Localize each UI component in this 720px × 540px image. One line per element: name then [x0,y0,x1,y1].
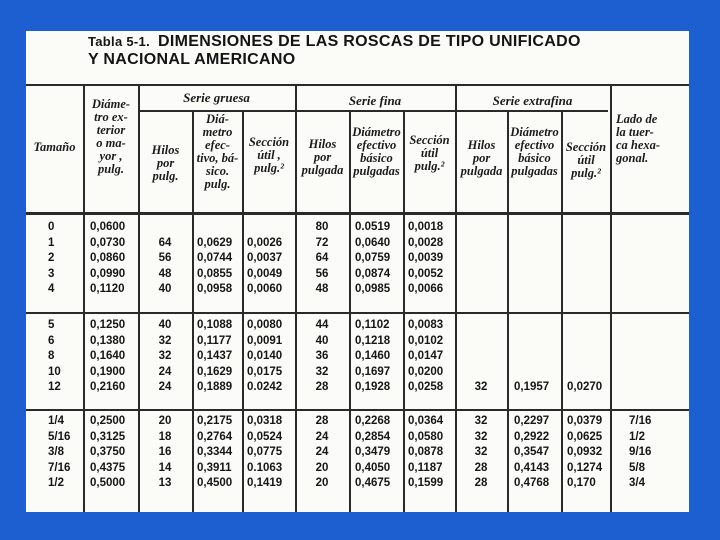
group-header-extrafina: Serie extrafina [492,93,573,108]
table-cell [455,334,507,350]
table-cell: 0,2297 [514,414,550,427]
table-cell: 0,1187 [408,461,443,474]
table-cell: 0,0990 [90,267,126,280]
table-cell: 0,3479 [355,446,391,459]
table-cell [455,220,507,236]
header-hilos-gruesa: Hilos por pulg. [151,143,180,183]
table-cell: 4 [48,283,55,296]
table-cell: 0,170 [567,477,596,490]
table-cell: 0,4143 [514,461,550,474]
column-seccion-extrafina [567,220,610,492]
table-cell: 10 [48,365,61,378]
table-cell: 56 [315,267,329,280]
table-cell: 0,1120 [90,283,125,296]
table-cell [514,334,561,350]
table-cell [629,251,679,267]
table-cell: 0,0629 [197,236,233,249]
table-cell: 3/8 [48,446,64,459]
table-cell: 0,0270 [567,381,603,394]
table-cell: 48 [315,283,329,296]
table-cell: 0,0147 [408,350,444,363]
table-cell [455,236,507,252]
table-cell: 0,1460 [355,350,391,363]
table-cell: 5/8 [629,461,645,474]
table-cell: 0,0066 [408,283,444,296]
column-hilos-fina [295,220,349,492]
header-diametro-gruesa: Diá- metro efec- tivo, bá- sico. pulg. [196,112,239,191]
table-cell: 0,1640 [90,350,126,363]
table-cell [567,365,610,381]
table-cell [567,334,610,350]
table-cell: 0,0018 [408,221,444,233]
table-cell [138,220,192,236]
table-cell: 0,0985 [355,283,391,296]
table-cell: 0,0091 [247,334,283,347]
header-seccion-gruesa: Sección útil , pulg.² [248,135,290,175]
table-cell [514,365,561,381]
table-cell: 24 [158,381,172,394]
table-cell: 0,0026 [247,236,283,249]
table-cell [629,365,679,381]
table-cell: 0,0379 [567,414,603,427]
column-seccion-gruesa [247,220,295,492]
table-cell: 0,4500 [197,477,233,490]
table-cell: 0,0958 [197,283,233,296]
table-cell: 0,2854 [355,430,391,443]
table-cell: 0,0049 [247,267,283,280]
table-cell [567,349,610,365]
title-line-2: Y NACIONAL AMERICANO [88,51,296,68]
table-cell [514,349,561,365]
table-cell: 64 [158,236,172,249]
column-hilos-gruesa [138,220,192,492]
table-cell: 32 [315,365,329,378]
table-cell [567,236,610,252]
table-cell: 0.0242 [247,381,283,394]
table-cell: 56 [158,252,172,265]
table-cell: 12 [48,381,61,394]
table-cell: 80 [315,221,329,233]
table-cell: 32 [474,381,488,394]
table-cell: 0,0524 [247,430,283,443]
table-cell [629,282,679,298]
table-cell: 0,3547 [514,446,550,459]
table-cell: 24 [158,365,172,378]
group-header-gruesa: Serie gruesa [183,90,250,105]
table-cell [455,282,507,298]
table-cell: 0,1250 [90,318,126,331]
table-cell: 3/4 [629,477,645,490]
table-cell: 0,1437 [197,350,233,363]
table-cell: 0,0052 [408,267,444,280]
table-cell: 0,3125 [90,430,126,443]
table-cell: 0,1102 [355,318,390,331]
table-cell: 0,4675 [355,477,391,490]
table-cell: 7/16 [48,461,71,474]
table-cell [455,318,507,334]
header-hilos-fina: Hilos por pulgada [301,137,344,177]
table-cell [455,365,507,381]
table-cell: 0,2922 [514,430,550,443]
table-cell [455,349,507,365]
table-cell: 44 [315,318,329,331]
table-cell: 28 [474,461,488,474]
table-number: Tabla 5-1. [88,34,151,49]
table-cell: 0,0258 [408,381,444,394]
table-cell: 0,0878 [408,446,444,459]
table-cell: 0,0600 [90,221,126,233]
table-cell: 0,0028 [408,236,444,249]
header-seccion-fina: Sección útil pulg.² [409,133,450,173]
table-cell [567,220,610,236]
table-cell: 16 [158,446,172,459]
table-cell: 32 [158,350,172,363]
table-cell: 32 [474,414,488,427]
table-cell: 0,0318 [247,414,283,427]
column-seccion-fina [408,220,455,492]
table-cell: 0,0037 [247,252,283,265]
table-cell: 28 [315,381,329,394]
table-cell: 28 [315,414,329,427]
table-cell [197,220,242,236]
table-cell: 3 [48,267,55,280]
table-cell: 20 [158,414,172,427]
table-cell: 0,0625 [567,430,603,443]
table-cell: 0,0744 [197,252,233,265]
table-cell [629,236,679,252]
table-cell: 0,1419 [247,477,283,490]
table-cell: 36 [315,350,329,363]
table-cell: 0,0060 [247,283,283,296]
column-diametro-exterior [90,220,138,492]
rule-top [26,84,689,86]
table-cell: 5 [48,318,55,331]
column-diametro-fina [355,220,403,492]
header-diametro-exterior: Diáme- tro ex- terior o ma- yor , pulg. [91,97,131,176]
column-diametro-gruesa [197,220,242,492]
table-cell: 40 [158,283,172,296]
table-cell: 0 [48,221,55,233]
header-diametro-extrafina: Diámetro efectivo básico pulgadas [510,125,559,178]
table-cell: 64 [315,252,329,265]
table-cell: 0,2175 [197,414,233,427]
table-cell: 0.1063 [247,461,283,474]
table-cell: 0,1957 [514,381,550,394]
table-cell: 14 [158,461,172,474]
table-cell: 2 [48,252,55,265]
table-cell: 0.0519 [355,221,391,233]
table-cell: 0,1177 [197,334,232,347]
table-cell: 0,4050 [355,461,391,474]
table-cell [514,267,561,283]
table-cell: 0,2268 [355,414,391,427]
table-cell [514,282,561,298]
header-seccion-extrafina: Sección útil pulg.² [565,140,607,180]
group-header-fina: Serie fina [348,93,402,108]
table-cell [514,220,561,236]
table-cell: 0,1697 [355,365,391,378]
table-cell [455,251,507,267]
table-cell: 0,0364 [408,414,444,427]
table-cell: 0,3344 [197,446,233,459]
column-lado-tuerca [629,220,679,492]
table-cell: 0,3911 [197,461,232,474]
table-cell: 32 [474,430,488,443]
table-cell: 0,0102 [408,334,444,347]
table-cell [514,251,561,267]
table-cell [247,220,295,236]
table-cell: 18 [158,430,172,443]
table-cell: 0,2500 [90,414,126,427]
table-cell: 0,0580 [408,430,444,443]
table-cell: 32 [158,334,172,347]
table-cell: 13 [158,477,172,490]
table-cell: 0,0083 [408,318,444,331]
table-cell: 0,0039 [408,252,444,265]
table-cell: 20 [315,477,329,490]
table-cell [514,318,561,334]
table-cell: 48 [158,267,172,280]
table-cell: 0,0140 [247,350,283,363]
table-cell [629,318,679,334]
header-diametro-fina: Diámetro efectivo básico pulgadas [352,125,401,178]
table-cell: 72 [315,236,329,249]
table-cell: 1/2 [48,477,64,490]
table-cell: 0,0775 [247,446,283,459]
table-cell: 0,1629 [197,365,233,378]
table-cell: 40 [158,318,172,331]
table-cell: 0,0080 [247,318,283,331]
table-cell: 0,1274 [567,461,603,474]
table-cell: 0,5000 [90,477,126,490]
table-cell: 0,4375 [90,461,126,474]
table-cell: 24 [315,446,329,459]
table-cell: 0,0200 [408,365,444,378]
column-tamano [48,220,82,492]
table-cell [567,282,610,298]
table-cell: 0,4768 [514,477,550,490]
table-cell: 0,1599 [408,477,444,490]
table-cell [514,236,561,252]
table-cell: 0,1218 [355,334,391,347]
table-cell: 28 [474,477,488,490]
table-cell: 0,1900 [90,365,126,378]
table-title [88,33,678,69]
table-cell: 5/16 [48,430,71,443]
header-lado-tuerca: Lado de la tuer- ca hexa- gonal. [616,112,661,165]
table-cell: 7/16 [629,414,652,427]
table-cell: 0,0860 [90,252,126,265]
table-cell: 24 [315,430,329,443]
table-cell [629,220,679,236]
table-cell: 0,0932 [567,446,603,459]
table-cell: 8 [48,350,55,363]
table-cell: 0,1088 [197,318,233,331]
table-cell: 0,0730 [90,236,126,249]
column-hilos-extrafina [455,220,507,492]
table-cell: 6 [48,334,55,347]
table-cell: 20 [315,461,329,474]
header-tamano: Tamaño [33,140,76,154]
table-cell: 0,1928 [355,381,391,394]
table-cell: 1 [48,236,55,249]
table-cell: 0,1889 [197,381,233,394]
table-cell: 0,0759 [355,252,391,265]
table-cell [629,334,679,350]
table-cell [567,318,610,334]
table-cell: 1/2 [629,430,645,443]
title-line-1: DIMENSIONES DE LAS ROSCAS DE TIPO UNIFICADO [158,33,581,50]
table-cell [567,251,610,267]
column-diametro-extrafina [514,220,561,492]
table-cell [629,267,679,283]
table-cell: 0,3750 [90,446,126,459]
table-cell: 0,2764 [197,430,233,443]
table-cell: 0,2160 [90,381,126,394]
table-cell [629,349,679,365]
table-cell: 0,1380 [90,334,126,347]
table-cell [629,380,679,396]
table-cell [455,267,507,283]
header-hilos-extrafina: Hilos por pulgada [460,138,503,178]
rule-header-bottom [26,212,689,215]
table-cell: 9/16 [629,446,652,459]
table-cell: 32 [474,446,488,459]
table-cell: 0,0175 [247,365,283,378]
table-cell: 1/4 [48,414,64,427]
scanned-table-page [26,31,689,512]
col-divider-11 [610,84,612,512]
table-cell: 0,0874 [355,267,391,280]
table-cell [567,267,610,283]
table-cell: 40 [315,334,329,347]
table-cell: 0,0855 [197,267,233,280]
table-cell: 0,0640 [355,236,391,249]
